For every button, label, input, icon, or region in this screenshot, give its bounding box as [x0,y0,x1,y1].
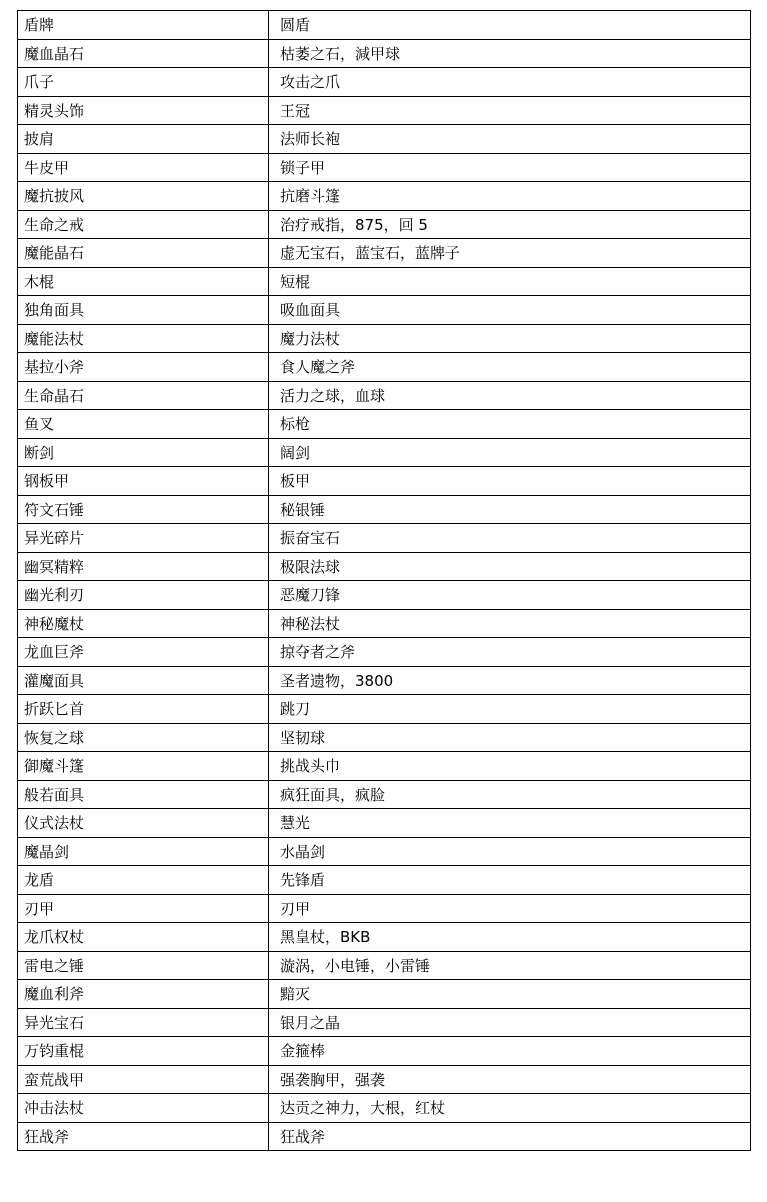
table-row [18,1037,751,1066]
cell-old-name: 虚无宝石，蓝宝石，蓝牌子 [269,239,751,268]
cell-new-name: 刃甲 [18,894,269,923]
table-row [18,1008,751,1037]
table-row [18,96,751,125]
table-row [18,410,751,439]
table-header-row [18,11,751,40]
header-cell-right: 圆盾 [269,11,751,40]
table-row [18,495,751,524]
table-row [18,980,751,1009]
cell-old-name: 黑皇杖，BKB [269,923,751,952]
table-row [18,752,751,781]
table-row [18,638,751,667]
cell-new-name: 恢复之球 [18,723,269,752]
cell-old-name: 王冠 [269,96,751,125]
cell-old-name: 活力之球，血球 [269,381,751,410]
cell-new-name: 魔血晶石 [18,39,269,68]
cell-new-name: 魔能晶石 [18,239,269,268]
cell-old-name: 黯灭 [269,980,751,1009]
cell-old-name: 标枪 [269,410,751,439]
cell-old-name: 跳刀 [269,695,751,724]
cell-new-name: 冲击法杖 [18,1094,269,1123]
cell-old-name: 振奋宝石 [269,524,751,553]
cell-new-name: 雷电之锤 [18,951,269,980]
cell-old-name: 锁子甲 [269,153,751,182]
table-row [18,524,751,553]
table-row [18,723,751,752]
cell-old-name: 短棍 [269,267,751,296]
cell-new-name: 符文石锤 [18,495,269,524]
cell-new-name: 灌魔面具 [18,666,269,695]
cell-old-name: 圣者遗物，3800 [269,666,751,695]
cell-new-name: 幽光利刃 [18,581,269,610]
cell-new-name: 龙盾 [18,866,269,895]
table-row [18,552,751,581]
cell-old-name: 神秘法杖 [269,609,751,638]
cell-old-name: 达贡之神力，大根，红杖 [269,1094,751,1123]
table-row [18,353,751,382]
cell-new-name: 魔能法杖 [18,324,269,353]
cell-old-name: 极限法球 [269,552,751,581]
cell-old-name: 板甲 [269,467,751,496]
cell-old-name: 掠夺者之斧 [269,638,751,667]
table-row [18,894,751,923]
table-row [18,39,751,68]
cell-old-name: 枯萎之石，減甲球 [269,39,751,68]
cell-old-name: 法师长袍 [269,125,751,154]
table-row [18,809,751,838]
cell-old-name: 坚韧球 [269,723,751,752]
cell-new-name: 魔血利斧 [18,980,269,1009]
cell-new-name: 鱼叉 [18,410,269,439]
cell-new-name: 龙血巨斧 [18,638,269,667]
header-cell-left: 盾牌 [18,11,269,40]
cell-new-name: 折跃匕首 [18,695,269,724]
cell-old-name: 水晶剑 [269,837,751,866]
table-row [18,68,751,97]
cell-new-name: 神秘魔杖 [18,609,269,638]
cell-new-name: 幽冥精粹 [18,552,269,581]
cell-new-name: 精灵头饰 [18,96,269,125]
cell-old-name: 治疗戒指，875，回 5 [269,210,751,239]
cell-new-name: 异光碎片 [18,524,269,553]
table-row [18,923,751,952]
cell-old-name: 秘银锤 [269,495,751,524]
table-row [18,210,751,239]
cell-old-name: 阔剑 [269,438,751,467]
table-row [18,1094,751,1123]
cell-old-name: 狂战斧 [269,1122,751,1151]
table-row [18,780,751,809]
cell-new-name: 龙爪权杖 [18,923,269,952]
cell-old-name: 吸血面具 [269,296,751,325]
table-body [18,11,751,1151]
table-row [18,324,751,353]
table-row [18,125,751,154]
cell-new-name: 蛮荒战甲 [18,1065,269,1094]
cell-old-name: 漩涡，小电锤，小雷锤 [269,951,751,980]
cell-new-name: 独角面具 [18,296,269,325]
cell-old-name: 银月之晶 [269,1008,751,1037]
cell-new-name: 万钧重棍 [18,1037,269,1066]
table-row [18,182,751,211]
table-row [18,438,751,467]
cell-new-name: 御魔斗篷 [18,752,269,781]
cell-old-name: 疯狂面具，疯脸 [269,780,751,809]
cell-new-name: 生命之戒 [18,210,269,239]
table-row [18,1122,751,1151]
cell-old-name: 金箍棒 [269,1037,751,1066]
table-row [18,609,751,638]
cell-new-name: 爪子 [18,68,269,97]
cell-new-name: 般若面具 [18,780,269,809]
cell-old-name: 刃甲 [269,894,751,923]
table-row [18,695,751,724]
cell-old-name: 魔力法杖 [269,324,751,353]
cell-new-name: 钢板甲 [18,467,269,496]
table-row [18,581,751,610]
cell-new-name: 魔晶剑 [18,837,269,866]
cell-new-name: 魔抗披风 [18,182,269,211]
cell-old-name: 先锋盾 [269,866,751,895]
cell-new-name: 基拉小斧 [18,353,269,382]
cell-old-name: 食人魔之斧 [269,353,751,382]
cell-old-name: 抗磨斗篷 [269,182,751,211]
table-row [18,1065,751,1094]
cell-new-name: 狂战斧 [18,1122,269,1151]
cell-new-name: 仪式法杖 [18,809,269,838]
cell-old-name: 恶魔刀锋 [269,581,751,610]
table-row [18,951,751,980]
table-row [18,239,751,268]
table-row [18,467,751,496]
table-row [18,837,751,866]
table-row [18,296,751,325]
cell-new-name: 断剑 [18,438,269,467]
cell-new-name: 木棍 [18,267,269,296]
table-row [18,866,751,895]
table-row [18,381,751,410]
table-row [18,153,751,182]
cell-new-name: 异光宝石 [18,1008,269,1037]
cell-new-name: 披肩 [18,125,269,154]
cell-old-name: 攻击之爪 [269,68,751,97]
item-name-table [17,10,751,1151]
cell-old-name: 挑战头巾 [269,752,751,781]
table-row [18,666,751,695]
cell-old-name: 强袭胸甲，强袭 [269,1065,751,1094]
cell-new-name: 牛皮甲 [18,153,269,182]
cell-new-name: 生命晶石 [18,381,269,410]
table-row [18,267,751,296]
cell-old-name: 慧光 [269,809,751,838]
